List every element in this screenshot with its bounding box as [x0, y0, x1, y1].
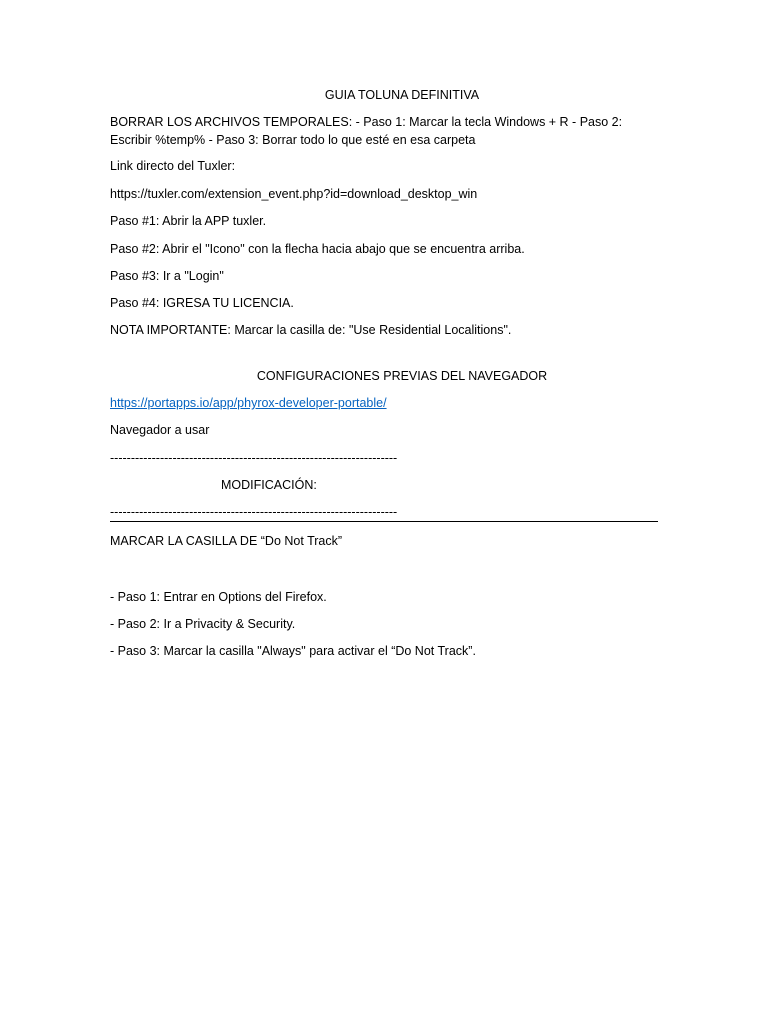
browser-label: Navegador a usar	[110, 423, 210, 437]
step-2: Paso #2: Abrir el "Icono" con la flecha hacia abajo que se encuentra arriba.	[110, 242, 525, 256]
do-not-track-heading: MARCAR LA CASILLA DE “Do Not Track”	[110, 534, 343, 548]
step-3: Paso #3: Ir a "Login"	[110, 269, 224, 283]
temp-files-instructions: BORRAR LOS ARCHIVOS TEMPORALES: - Paso 1: Marcar la tecla Windows + R - Paso 2: Escribir %temp% - Paso 3: Borrar todo lo que esté en esa carpeta	[110, 115, 623, 147]
dnt-step-3: - Paso 3: Marcar la casilla "Always" para activar el “Do Not Track”.	[110, 644, 476, 658]
step-4: Paso #4: IGRESA TU LICENCIA.	[110, 296, 294, 310]
tuxler-url: https://tuxler.com/extension_event.php?id=download_desktop_win	[110, 187, 478, 201]
browser-download-link[interactable]: https://portapps.io/app/phyrox-developer-portable/	[110, 396, 387, 410]
step-1: Paso #1: Abrir la APP tuxler.	[110, 214, 267, 228]
dnt-step-2: - Paso 2: Ir a Privacity & Security.	[110, 617, 296, 631]
dnt-step-1: - Paso 1: Entrar en Options del Firefox.	[110, 590, 327, 604]
tuxler-link-label: Link directo del Tuxler:	[110, 159, 236, 173]
dashed-separator-bottom: ---------------------------------------------------------------------	[110, 505, 398, 519]
dashed-separator-top: ---------------------------------------------------------------------	[110, 451, 398, 465]
document-title: GUIA TOLUNA DEFINITIVA	[324, 88, 480, 102]
modification-heading: MODIFICACIÓN:	[221, 478, 317, 492]
horizontal-rule	[110, 521, 658, 522]
config-heading: CONFIGURACIONES PREVIAS DEL NAVEGADOR	[256, 369, 548, 383]
important-note: NOTA IMPORTANTE: Marcar la casilla de: "Use Residential Localitions".	[110, 323, 512, 337]
